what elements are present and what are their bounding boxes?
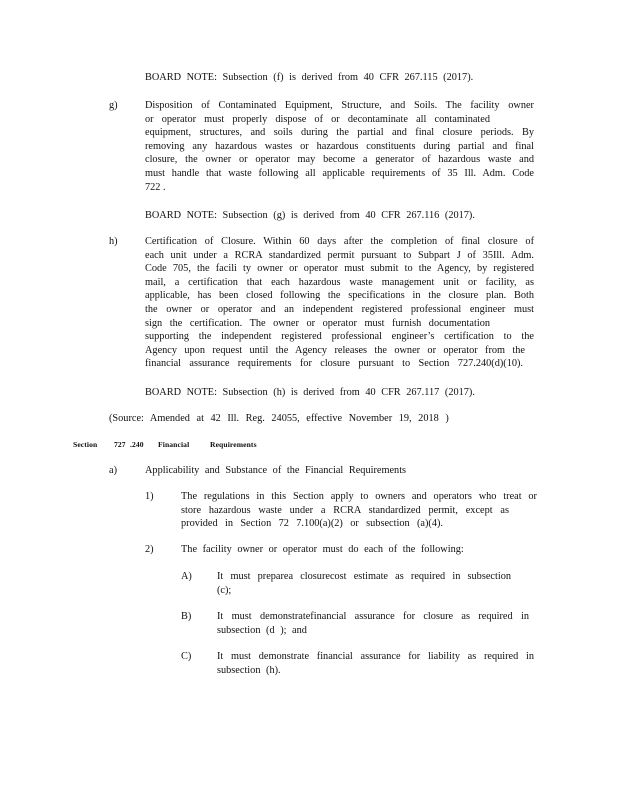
text-line: or operator must properly dispose of or decontaminate all contaminated: [145, 113, 490, 125]
board-note-f: BOARD NOTE: Subsection (f) is derived from 40 CFR 267.115 (2017).: [145, 72, 474, 83]
text-line: removing any hazardous wastes or hazardous constituents during partial and final: [145, 140, 534, 152]
text-line: The regulations in this Section apply to owners and operators who treat or: [181, 491, 537, 502]
text-line: Code 705, the facili ty owner or operator must submit to the Agency, by registered: [145, 263, 534, 275]
item-A-text: [217, 570, 511, 597]
text-line: store hazardous waste under a RCRA standardized permit, except as: [181, 504, 509, 516]
subsection-g-text: [145, 99, 534, 194]
section-word: Section: [73, 440, 98, 449]
text-line: It must preparea closurecost estimate as required in subsection: [217, 571, 511, 582]
item-1-text: [181, 490, 537, 531]
text-line: subsection (h).: [217, 664, 281, 676]
subsection-a-title: Applicability and Substance of the Financial Requirements: [145, 465, 407, 476]
text-line: Disposition of Contaminated Equipment, Structure, and Soils. The facility owner: [145, 100, 534, 111]
board-note-g: BOARD NOTE: Subsection (g) is derived from 40 CFR 267.116 (2017).: [145, 210, 475, 221]
subsection-h-text: [145, 235, 534, 371]
item-1-label: 1): [145, 491, 154, 502]
text-line: 722 .: [145, 181, 166, 193]
section-title-2: Requirements: [210, 440, 257, 449]
text-line: financial assurance requirements for closure pursuant to Section 727.240(d)(10).: [145, 358, 523, 370]
subsection-g-label: g): [109, 100, 118, 111]
text-line: provided in Section 72 7.100(a)(2) or subsection (a)(4).: [181, 518, 443, 530]
section-title-1: Financial: [158, 440, 190, 449]
item-2-text: The facility owner or operator must do each of the following:: [181, 544, 464, 555]
text-line: must handle that waste following all applicable requirements of 35 Ill. Adm. Code: [145, 167, 534, 179]
text-line: (c);: [217, 584, 232, 596]
item-A-label: A): [181, 571, 192, 582]
item-B-label: B): [181, 611, 192, 622]
text-line: each unit under a RCRA standardized permit pursuant to Subpart J of 35Ill. Adm.: [145, 249, 534, 261]
item-B-text: [217, 610, 529, 637]
section-number-suffix: .240: [130, 440, 144, 449]
text-line: closure, the owner or operator may become a generator of hazardous waste and: [145, 154, 534, 166]
text-line: the owner or operator and an independent registered professional engineer must: [145, 303, 534, 315]
section-number: 727: [114, 440, 126, 449]
text-line: Certification of Closure. Within 60 days after the completion of final closure of: [145, 236, 534, 247]
text-line: equipment, structures, and soils during the partial and final closure periods. By: [145, 127, 534, 139]
text-line: subsection (d ); and: [217, 624, 307, 636]
subsection-a-label: a): [109, 465, 117, 476]
item-2-label: 2): [145, 544, 154, 555]
text-line: Agency upon request until the Agency releases the owner or operator from the: [145, 344, 525, 356]
text-line: It must demonstratefinancial assurance for closure as required in: [217, 611, 529, 622]
item-C-label: C): [181, 651, 192, 662]
board-note-h: BOARD NOTE: Subsection (h) is derived from 40 CFR 267.117 (2017).: [145, 387, 475, 398]
subsection-h-label: h): [109, 236, 118, 247]
text-line: mail, a certification that each hazardous waste management unit or facility, as: [145, 276, 534, 288]
item-C-text: [217, 650, 534, 677]
source-note: (Source: Amended at 42 Ill. Reg. 24055, effective November 19, 2018 ): [109, 413, 449, 424]
text-line: applicable, has been closed following the specifications in the closure plan. Both: [145, 290, 534, 302]
text-line: supporting the independent registered professional engineer’s certification to the: [145, 331, 534, 343]
text-line: sign the certification. The owner or operator must furnish documentation: [145, 317, 490, 329]
text-line: It must demonstrate financial assurance for liability as required in: [217, 651, 534, 662]
